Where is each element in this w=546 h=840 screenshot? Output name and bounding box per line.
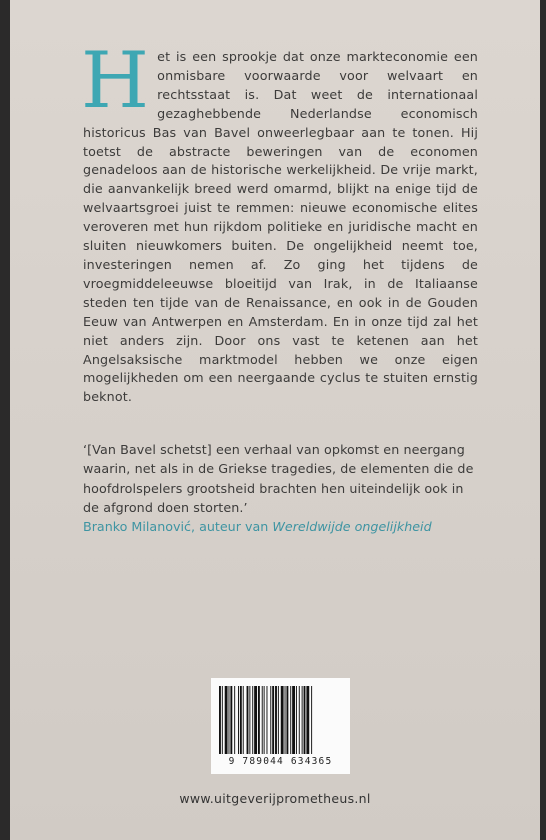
quote-book-title: Wereldwijde ongelijkheid <box>272 519 432 534</box>
review-quote: ‘[Van Bavel schetst] een verhaal van opkomst en neergang waarin, net als in de Griekse tragedies, de elementen die de hoofdrolspelers grootsheid brachten hen uiteindelijk ook in de afgrond doen storten.’ <box>83 442 474 515</box>
barcode-bar <box>247 686 249 754</box>
barcode-bar <box>234 686 235 754</box>
barcode-bar <box>275 686 277 754</box>
isbn-barcode <box>211 678 350 774</box>
barcode-bar <box>249 686 250 754</box>
barcode-bar <box>302 686 303 754</box>
barcode-bar <box>281 686 284 754</box>
quote-attribution <box>83 517 483 536</box>
barcode-bar <box>225 686 228 754</box>
publisher-url: www.uitgeverijprometheus.nl <box>179 791 371 806</box>
blurb-paragraph <box>81 36 478 407</box>
barcode-bar <box>296 686 297 754</box>
barcode-bar <box>306 686 309 754</box>
barcode-bar <box>258 686 260 754</box>
barcode-bar <box>243 686 244 754</box>
barcode-bar <box>311 686 312 754</box>
quote-author: Branko Milanović, auteur van <box>83 519 269 534</box>
barcode-bar <box>292 686 295 754</box>
barcode-bar <box>286 686 288 754</box>
barcode-bar <box>285 686 286 754</box>
barcode-bar <box>270 686 271 754</box>
isbn-number: 9 789044 634365 <box>228 756 333 767</box>
barcode-bar <box>262 686 263 754</box>
barcode-bar <box>238 686 239 754</box>
barcode-bars <box>219 686 342 754</box>
barcode-bar <box>278 686 279 754</box>
barcode-bar <box>222 686 223 754</box>
barcode-bar <box>304 686 306 754</box>
barcode-bar <box>290 686 291 754</box>
barcode-bar <box>219 686 221 754</box>
drop-cap: H <box>81 36 150 126</box>
barcode-bar <box>229 686 230 754</box>
barcode-bar <box>267 686 268 754</box>
book-back-cover <box>10 0 540 840</box>
barcode-bar <box>264 686 265 754</box>
barcode-bar <box>240 686 242 754</box>
barcode-bar <box>254 686 257 754</box>
blurb-text: et is een sprookje dat onze markteconomie een onmisbare voorwaarde voor welvaart en rechtsstaat is. Dat weet de internationaal gezaghebbende Nederlandse economisch historicus Bas van Bavel onweerlegbaar aan te tonen. Hij toetst de abstracte beweringen van de economen genadeloos aan de historische werkelijkheid. De vrije markt, die aanvankelijk breed werd omarmd, blijkt na enige tijd de welvaartsgroei juist te remmen: nieuwe economische elites veroveren met hun rijkdom politieke en juridische macht en sluiten nieuwkomers buiten. De ongelijkheid neemt toe, investeringen nemen af. Zo ging het tijdens de vroegmiddeleeuwse bloeitijd van Irak, in de Italiaanse steden ten tijde van de Renaissance, en ook in de Gouden Eeuw van Antwerpen en Amsterdam. En in onze tijd zal het niet anders zijn. Door ons vast te ketenen aan het Angelsaksische marktmodel hebben we onze eigen mogelijkheden om een neergaande cyclus te stuiten ernstig beknot. <box>83 49 478 405</box>
barcode-bar <box>299 686 300 754</box>
barcode-bar <box>272 686 274 754</box>
barcode-bar <box>252 686 253 754</box>
barcode-bar <box>230 686 232 754</box>
